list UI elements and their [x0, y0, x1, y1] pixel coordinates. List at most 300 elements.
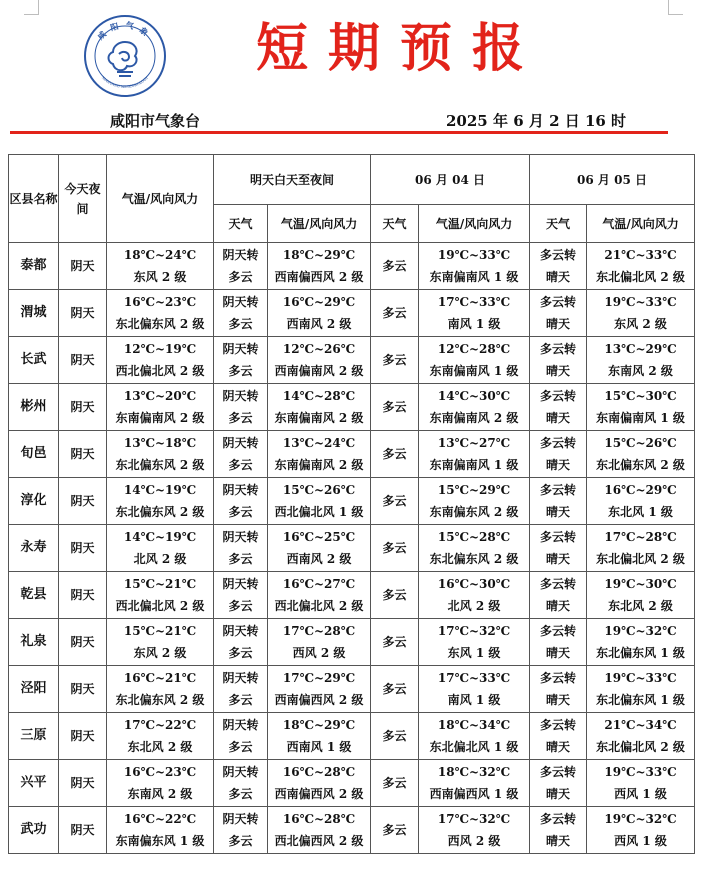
tomorrow-weather-line: 多云	[228, 552, 253, 566]
day3-weather-line: 晴天	[546, 411, 571, 425]
day3-weather	[530, 431, 587, 478]
day3-temp-wind-line: 东北偏东风 2 级	[596, 458, 685, 472]
day3-temp-wind-line: 东南风 2 级	[608, 364, 673, 378]
today-temp-wind	[107, 713, 214, 760]
day2-temp-wind-line: 14℃~30℃	[437, 389, 511, 403]
day2-temp-wind-line: 东南偏南风 1 级	[429, 270, 519, 284]
header-day3: 06 月 05 日	[530, 155, 695, 205]
meteorological-bureau-logo-icon	[83, 14, 167, 98]
day3-weather	[530, 619, 587, 666]
day2-temp-wind-line: 13℃~27℃	[437, 436, 511, 450]
subheader-weather: 天气	[530, 205, 587, 243]
day2-weather: 多云	[371, 666, 419, 713]
tomorrow-temp-wind-line: 西南风 2 级	[286, 317, 352, 331]
issue-time: 2025 年 6 月 2 日 16 时	[446, 112, 627, 130]
day2-temp-wind	[419, 243, 530, 290]
today-temp-wind	[107, 666, 214, 713]
table-row	[9, 619, 695, 666]
today-temp-wind-line: 北风 2 级	[133, 552, 187, 566]
tomorrow-temp-wind-line: 14℃~28℃	[282, 389, 356, 403]
county-name: 永寿	[9, 525, 59, 572]
tomorrow-weather-line: 阴天转	[222, 718, 259, 732]
day3-weather-line: 晴天	[546, 693, 571, 707]
today-temp-wind-line: 东北偏东风 2 级	[115, 317, 205, 331]
day2-temp-wind-line: 东风 1 级	[447, 646, 501, 660]
day3-weather-line: 多云转	[540, 671, 577, 685]
today-temp-wind-line: 14℃~19℃	[123, 530, 197, 544]
county-name: 礼泉	[9, 619, 59, 666]
today-temp-wind-line: 东北偏东风 2 级	[115, 458, 205, 472]
day3-temp-wind-line: 东风 2 级	[614, 317, 667, 331]
day3-temp-wind-line: 东北偏东风 1 级	[596, 646, 685, 660]
today-temp-wind-line: 16℃~23℃	[123, 295, 197, 309]
table-row	[9, 525, 695, 572]
tomorrow-weather-line: 阴天转	[222, 248, 259, 262]
tomorrow-weather-line: 多云	[228, 505, 253, 519]
header-today: 今天夜间	[59, 155, 107, 243]
today-temp-wind-line: 15℃~21℃	[123, 577, 197, 591]
today-temp-wind-line: 12℃~19℃	[123, 342, 197, 356]
county-name: 旬邑	[9, 431, 59, 478]
tomorrow-temp-wind-line: 18℃~29℃	[282, 718, 356, 732]
tomorrow-weather-line: 多云	[228, 317, 253, 331]
day3-weather-line: 晴天	[546, 270, 571, 284]
today-temp-wind	[107, 525, 214, 572]
day2-temp-wind	[419, 431, 530, 478]
page-title: 短期预报	[255, 19, 544, 79]
day3-weather	[530, 337, 587, 384]
day3-weather-line: 多云转	[540, 812, 577, 826]
forecast-table	[8, 154, 695, 854]
day3-temp-wind	[587, 243, 695, 290]
day2-temp-wind-line: 南风 1 级	[447, 693, 501, 707]
tomorrow-weather-line: 阴天转	[222, 483, 259, 497]
county-name: 淳化	[9, 478, 59, 525]
day3-temp-wind-line: 21℃~33℃	[604, 248, 677, 262]
day2-temp-wind	[419, 384, 530, 431]
day2-temp-wind-line: 15℃~29℃	[437, 483, 511, 497]
day3-weather	[530, 243, 587, 290]
subheader-temp-wind: 气温/风向风力	[587, 205, 695, 243]
day3-weather-line: 晴天	[546, 834, 571, 848]
today-temp-wind	[107, 478, 214, 525]
day2-temp-wind	[419, 666, 530, 713]
tomorrow-temp-wind-line: 17℃~28℃	[282, 624, 356, 638]
day3-temp-wind-line: 19℃~33℃	[604, 765, 677, 779]
day3-weather-line: 多云转	[540, 577, 577, 591]
day3-temp-wind-line: 17℃~28℃	[604, 530, 677, 544]
tomorrow-temp-wind	[268, 807, 371, 854]
tomorrow-weather-line: 多云	[228, 787, 253, 801]
day3-weather-line: 多云转	[540, 342, 577, 356]
day2-temp-wind-line: 12℃~28℃	[437, 342, 511, 356]
day3-temp-wind	[587, 337, 695, 384]
day3-weather	[530, 807, 587, 854]
day3-weather	[530, 666, 587, 713]
table-row	[9, 337, 695, 384]
today-temp-wind-line: 东风 2 级	[133, 646, 187, 660]
table-row	[9, 666, 695, 713]
day2-temp-wind	[419, 572, 530, 619]
day3-weather	[530, 290, 587, 337]
tomorrow-temp-wind	[268, 384, 371, 431]
day3-weather	[530, 525, 587, 572]
day3-temp-wind	[587, 478, 695, 525]
tomorrow-temp-wind	[268, 337, 371, 384]
today-weather: 阴天	[59, 619, 107, 666]
day3-temp-wind-line: 15℃~26℃	[604, 436, 677, 450]
table-row	[9, 572, 695, 619]
day3-weather-line: 晴天	[546, 317, 571, 331]
today-temp-wind-line: 13℃~18℃	[123, 436, 197, 450]
tomorrow-temp-wind-line: 16℃~27℃	[282, 577, 356, 591]
day3-temp-wind-line: 19℃~33℃	[604, 295, 677, 309]
day3-temp-wind-line: 西风 1 级	[614, 787, 667, 801]
tomorrow-temp-wind-line: 西南风 1 级	[286, 740, 352, 754]
tomorrow-temp-wind-line: 13℃~24℃	[282, 436, 356, 450]
tomorrow-temp-wind	[268, 525, 371, 572]
tomorrow-temp-wind	[268, 572, 371, 619]
day2-weather: 多云	[371, 243, 419, 290]
today-weather: 阴天	[59, 337, 107, 384]
tomorrow-weather-line: 阴天转	[222, 624, 259, 638]
county-name: 泾阳	[9, 666, 59, 713]
page-corner-mark-right	[668, 0, 683, 15]
tomorrow-weather-line: 多云	[228, 693, 253, 707]
tomorrow-temp-wind-line: 东南偏南风 2 级	[274, 411, 364, 425]
day3-weather	[530, 713, 587, 760]
day2-weather: 多云	[371, 290, 419, 337]
today-temp-wind-line: 东南风 2 级	[127, 787, 193, 801]
tomorrow-temp-wind-line: 西风 2 级	[292, 646, 346, 660]
tomorrow-temp-wind-line: 18℃~29℃	[282, 248, 356, 262]
table-row	[9, 431, 695, 478]
today-temp-wind	[107, 243, 214, 290]
today-temp-wind	[107, 619, 214, 666]
tomorrow-temp-wind-line: 东南偏南风 2 级	[274, 458, 364, 472]
tomorrow-weather-line: 多云	[228, 599, 253, 613]
today-temp-wind-line: 西北偏北风 2 级	[115, 599, 205, 613]
tomorrow-weather-line: 阴天转	[222, 295, 259, 309]
tomorrow-temp-wind-line: 16℃~28℃	[282, 765, 356, 779]
day2-temp-wind	[419, 290, 530, 337]
tomorrow-weather-line: 多云	[228, 458, 253, 472]
table-row	[9, 384, 695, 431]
day3-temp-wind	[587, 525, 695, 572]
today-temp-wind	[107, 807, 214, 854]
today-weather: 阴天	[59, 760, 107, 807]
tomorrow-temp-wind	[268, 478, 371, 525]
today-temp-wind-line: 18℃~24℃	[123, 248, 197, 262]
table-row	[9, 807, 695, 854]
day2-temp-wind	[419, 713, 530, 760]
day2-weather: 多云	[371, 807, 419, 854]
day2-temp-wind	[419, 525, 530, 572]
day2-weather: 多云	[371, 760, 419, 807]
tomorrow-weather-line: 多云	[228, 364, 253, 378]
tomorrow-temp-wind-line: 西北偏北风 2 级	[274, 599, 364, 613]
subheader-temp-wind: 气温/风向风力	[419, 205, 530, 243]
day3-temp-wind-line: 19℃~32℃	[604, 624, 677, 638]
day3-weather-line: 多云转	[540, 530, 577, 544]
tomorrow-weather-line: 多云	[228, 646, 253, 660]
today-temp-wind-line: 16℃~22℃	[123, 812, 197, 826]
tomorrow-weather-line: 多云	[228, 740, 253, 754]
header-row	[9, 155, 695, 205]
day2-temp-wind-line: 西风 2 级	[447, 834, 501, 848]
day3-weather-line: 晴天	[546, 364, 571, 378]
today-weather: 阴天	[59, 525, 107, 572]
day2-temp-wind-line: 东北偏东风 2 级	[429, 552, 519, 566]
day2-temp-wind	[419, 760, 530, 807]
tomorrow-weather-line: 阴天转	[222, 342, 259, 356]
day3-weather-line: 晴天	[546, 505, 571, 519]
day2-temp-wind-line: 东南偏南风 1 级	[429, 364, 519, 378]
day3-temp-wind	[587, 572, 695, 619]
table-row	[9, 478, 695, 525]
tomorrow-weather	[214, 666, 268, 713]
day2-weather: 多云	[371, 478, 419, 525]
day2-temp-wind-line: 17℃~33℃	[437, 671, 511, 685]
day2-weather: 多云	[371, 431, 419, 478]
day3-temp-wind	[587, 713, 695, 760]
header-day2: 06 月 04 日	[371, 155, 530, 205]
day2-temp-wind-line: 东南偏南风 2 级	[429, 411, 519, 425]
day3-weather	[530, 760, 587, 807]
day3-weather-line: 多云转	[540, 718, 577, 732]
tomorrow-weather	[214, 243, 268, 290]
day3-temp-wind-line: 东北风 2 级	[608, 599, 673, 613]
tomorrow-temp-wind-line: 西南风 2 级	[286, 552, 352, 566]
forecast-table-body	[9, 243, 695, 854]
day3-temp-wind	[587, 431, 695, 478]
tomorrow-temp-wind-line: 西南偏西风 2 级	[274, 270, 364, 284]
day2-temp-wind-line: 17℃~32℃	[437, 624, 511, 638]
day3-temp-wind-line: 19℃~30℃	[604, 577, 677, 591]
day3-weather-line: 晴天	[546, 458, 571, 472]
day2-weather: 多云	[371, 384, 419, 431]
day3-temp-wind-line: 东北风 1 级	[608, 505, 673, 519]
day3-temp-wind-line: 东北偏北风 2 级	[596, 270, 685, 284]
tomorrow-weather	[214, 337, 268, 384]
day3-weather-line: 晴天	[546, 740, 571, 754]
today-temp-wind-line: 东北偏东风 2 级	[115, 693, 205, 707]
day2-weather: 多云	[371, 337, 419, 384]
county-name: 乾县	[9, 572, 59, 619]
county-name: 三原	[9, 713, 59, 760]
day3-temp-wind-line: 东北偏北风 2 级	[596, 552, 685, 566]
today-weather: 阴天	[59, 713, 107, 760]
day3-temp-wind-line: 21℃~34℃	[604, 718, 677, 732]
today-temp-wind-line: 16℃~21℃	[123, 671, 197, 685]
day2-temp-wind-line: 东南偏南风 1 级	[429, 458, 519, 472]
day3-temp-wind-line: 19℃~33℃	[604, 671, 677, 685]
day2-temp-wind-line: 17℃~32℃	[437, 812, 511, 826]
table-row	[9, 713, 695, 760]
tomorrow-weather-line: 阴天转	[222, 436, 259, 450]
tomorrow-temp-wind-line: 15℃~26℃	[282, 483, 356, 497]
day3-weather-line: 多云转	[540, 295, 577, 309]
tomorrow-weather	[214, 572, 268, 619]
tomorrow-temp-wind-line: 西北偏北风 1 级	[274, 505, 364, 519]
tomorrow-temp-wind-line: 16℃~25℃	[282, 530, 356, 544]
day2-temp-wind-line: 17℃~33℃	[437, 295, 511, 309]
tomorrow-weather-line: 阴天转	[222, 671, 259, 685]
day2-temp-wind-line: 18℃~32℃	[437, 765, 511, 779]
day3-temp-wind-line: 东北偏东风 1 级	[596, 693, 685, 707]
today-weather: 阴天	[59, 290, 107, 337]
today-temp-wind-line: 17℃~22℃	[123, 718, 197, 732]
tomorrow-weather	[214, 619, 268, 666]
tomorrow-temp-wind-line: 西北偏西风 2 级	[274, 834, 364, 848]
tomorrow-weather-line: 多云	[228, 834, 253, 848]
tomorrow-weather	[214, 384, 268, 431]
county-name: 武功	[9, 807, 59, 854]
today-weather: 阴天	[59, 807, 107, 854]
day2-weather: 多云	[371, 713, 419, 760]
today-weather: 阴天	[59, 431, 107, 478]
day3-weather-line: 多云转	[540, 389, 577, 403]
header-today-temp-wind: 气温/风向风力	[107, 155, 214, 243]
logo-text-top: 咸阳气象	[95, 19, 155, 42]
tomorrow-temp-wind	[268, 760, 371, 807]
tomorrow-temp-wind	[268, 666, 371, 713]
day3-weather-line: 多云转	[540, 248, 577, 262]
day2-temp-wind	[419, 807, 530, 854]
day3-weather-line: 多云转	[540, 624, 577, 638]
today-temp-wind-line: 东北风 2 级	[127, 740, 193, 754]
tomorrow-weather	[214, 807, 268, 854]
day2-temp-wind-line: 西南偏西风 1 级	[429, 787, 519, 801]
tomorrow-temp-wind-line: 西南偏西风 2 级	[274, 787, 364, 801]
day2-temp-wind-line: 18℃~34℃	[437, 718, 511, 732]
day2-temp-wind-line: 北风 2 级	[447, 599, 501, 613]
tomorrow-weather	[214, 478, 268, 525]
county-name: 兴平	[9, 760, 59, 807]
table-row	[9, 243, 695, 290]
today-temp-wind-line: 东风 2 级	[133, 270, 187, 284]
day2-temp-wind-line: 东北偏北风 1 级	[429, 740, 519, 754]
logo-text-bottom: XIANYANG METEOROLOGY	[100, 75, 150, 90]
header-tomorrow: 明天白天至夜间	[214, 155, 371, 205]
day2-temp-wind-line: 19℃~33℃	[437, 248, 511, 262]
today-temp-wind-line: 东南偏南风 2 级	[115, 411, 205, 425]
today-weather: 阴天	[59, 572, 107, 619]
day3-temp-wind-line: 西风 1 级	[614, 834, 667, 848]
today-weather: 阴天	[59, 384, 107, 431]
tomorrow-weather-line: 阴天转	[222, 389, 259, 403]
tomorrow-temp-wind	[268, 713, 371, 760]
day3-weather-line: 晴天	[546, 787, 571, 801]
issuing-agency: 咸阳市气象台	[110, 112, 201, 130]
day3-weather	[530, 478, 587, 525]
day3-weather	[530, 384, 587, 431]
day3-temp-wind-line: 13℃~29℃	[604, 342, 677, 356]
day2-weather: 多云	[371, 619, 419, 666]
county-name: 泰都	[9, 243, 59, 290]
tomorrow-weather-line: 多云	[228, 270, 253, 284]
day3-weather-line: 晴天	[546, 599, 571, 613]
today-temp-wind	[107, 572, 214, 619]
tomorrow-weather-line: 多云	[228, 411, 253, 425]
today-temp-wind	[107, 384, 214, 431]
day2-weather: 多云	[371, 572, 419, 619]
county-name: 彬州	[9, 384, 59, 431]
day3-weather-line: 晴天	[546, 552, 571, 566]
today-temp-wind-line: 东北偏东风 2 级	[115, 505, 205, 519]
tomorrow-temp-wind-line: 12℃~26℃	[282, 342, 356, 356]
day3-weather-line: 晴天	[546, 646, 571, 660]
day2-temp-wind-line: 南风 1 级	[447, 317, 501, 331]
tomorrow-temp-wind	[268, 619, 371, 666]
today-temp-wind	[107, 337, 214, 384]
day3-temp-wind-line: 19℃~32℃	[604, 812, 677, 826]
today-weather: 阴天	[59, 478, 107, 525]
tomorrow-weather	[214, 290, 268, 337]
tomorrow-temp-wind-line: 16℃~28℃	[282, 812, 356, 826]
tomorrow-temp-wind	[268, 431, 371, 478]
day2-temp-wind-line: 东南偏东风 2 级	[429, 505, 519, 519]
tomorrow-weather	[214, 525, 268, 572]
day3-temp-wind	[587, 290, 695, 337]
today-temp-wind	[107, 290, 214, 337]
subheader-weather: 天气	[214, 205, 268, 243]
tomorrow-weather-line: 阴天转	[222, 530, 259, 544]
day3-temp-wind-line: 东南偏南风 1 级	[596, 411, 685, 425]
tomorrow-weather-line: 阴天转	[222, 577, 259, 591]
today-temp-wind-line: 东南偏东风 1 级	[115, 834, 205, 848]
today-temp-wind-line: 15℃~21℃	[123, 624, 197, 638]
day3-weather-line: 多云转	[540, 436, 577, 450]
day3-temp-wind	[587, 807, 695, 854]
day3-temp-wind	[587, 384, 695, 431]
day3-weather	[530, 572, 587, 619]
table-row	[9, 760, 695, 807]
day3-temp-wind-line: 15℃~30℃	[604, 389, 677, 403]
tomorrow-weather	[214, 431, 268, 478]
county-name: 长武	[9, 337, 59, 384]
today-temp-wind-line: 13℃~20℃	[123, 389, 197, 403]
tomorrow-temp-wind-line: 西南偏西风 2 级	[274, 693, 364, 707]
today-temp-wind	[107, 431, 214, 478]
page-corner-mark-left	[24, 0, 39, 15]
day3-temp-wind-line: 16℃~29℃	[604, 483, 677, 497]
today-temp-wind-line: 16℃~23℃	[123, 765, 197, 779]
county-name: 渭城	[9, 290, 59, 337]
tomorrow-temp-wind	[268, 243, 371, 290]
header-county: 区县名称	[9, 155, 59, 243]
tomorrow-temp-wind	[268, 290, 371, 337]
table-row	[9, 290, 695, 337]
title-divider	[10, 131, 668, 134]
day3-temp-wind	[587, 760, 695, 807]
day2-weather: 多云	[371, 525, 419, 572]
day3-weather-line: 多云转	[540, 483, 577, 497]
subheader-temp-wind: 气温/风向风力	[268, 205, 371, 243]
day2-temp-wind	[419, 478, 530, 525]
day3-temp-wind	[587, 666, 695, 713]
tomorrow-temp-wind-line: 西南偏南风 2 级	[274, 364, 364, 378]
day3-temp-wind	[587, 619, 695, 666]
tomorrow-weather-line: 阴天转	[222, 765, 259, 779]
day2-temp-wind-line: 15℃~28℃	[437, 530, 511, 544]
today-weather: 阴天	[59, 243, 107, 290]
today-weather: 阴天	[59, 666, 107, 713]
tomorrow-weather	[214, 713, 268, 760]
today-temp-wind	[107, 760, 214, 807]
tomorrow-weather-line: 阴天转	[222, 812, 259, 826]
day2-temp-wind	[419, 619, 530, 666]
